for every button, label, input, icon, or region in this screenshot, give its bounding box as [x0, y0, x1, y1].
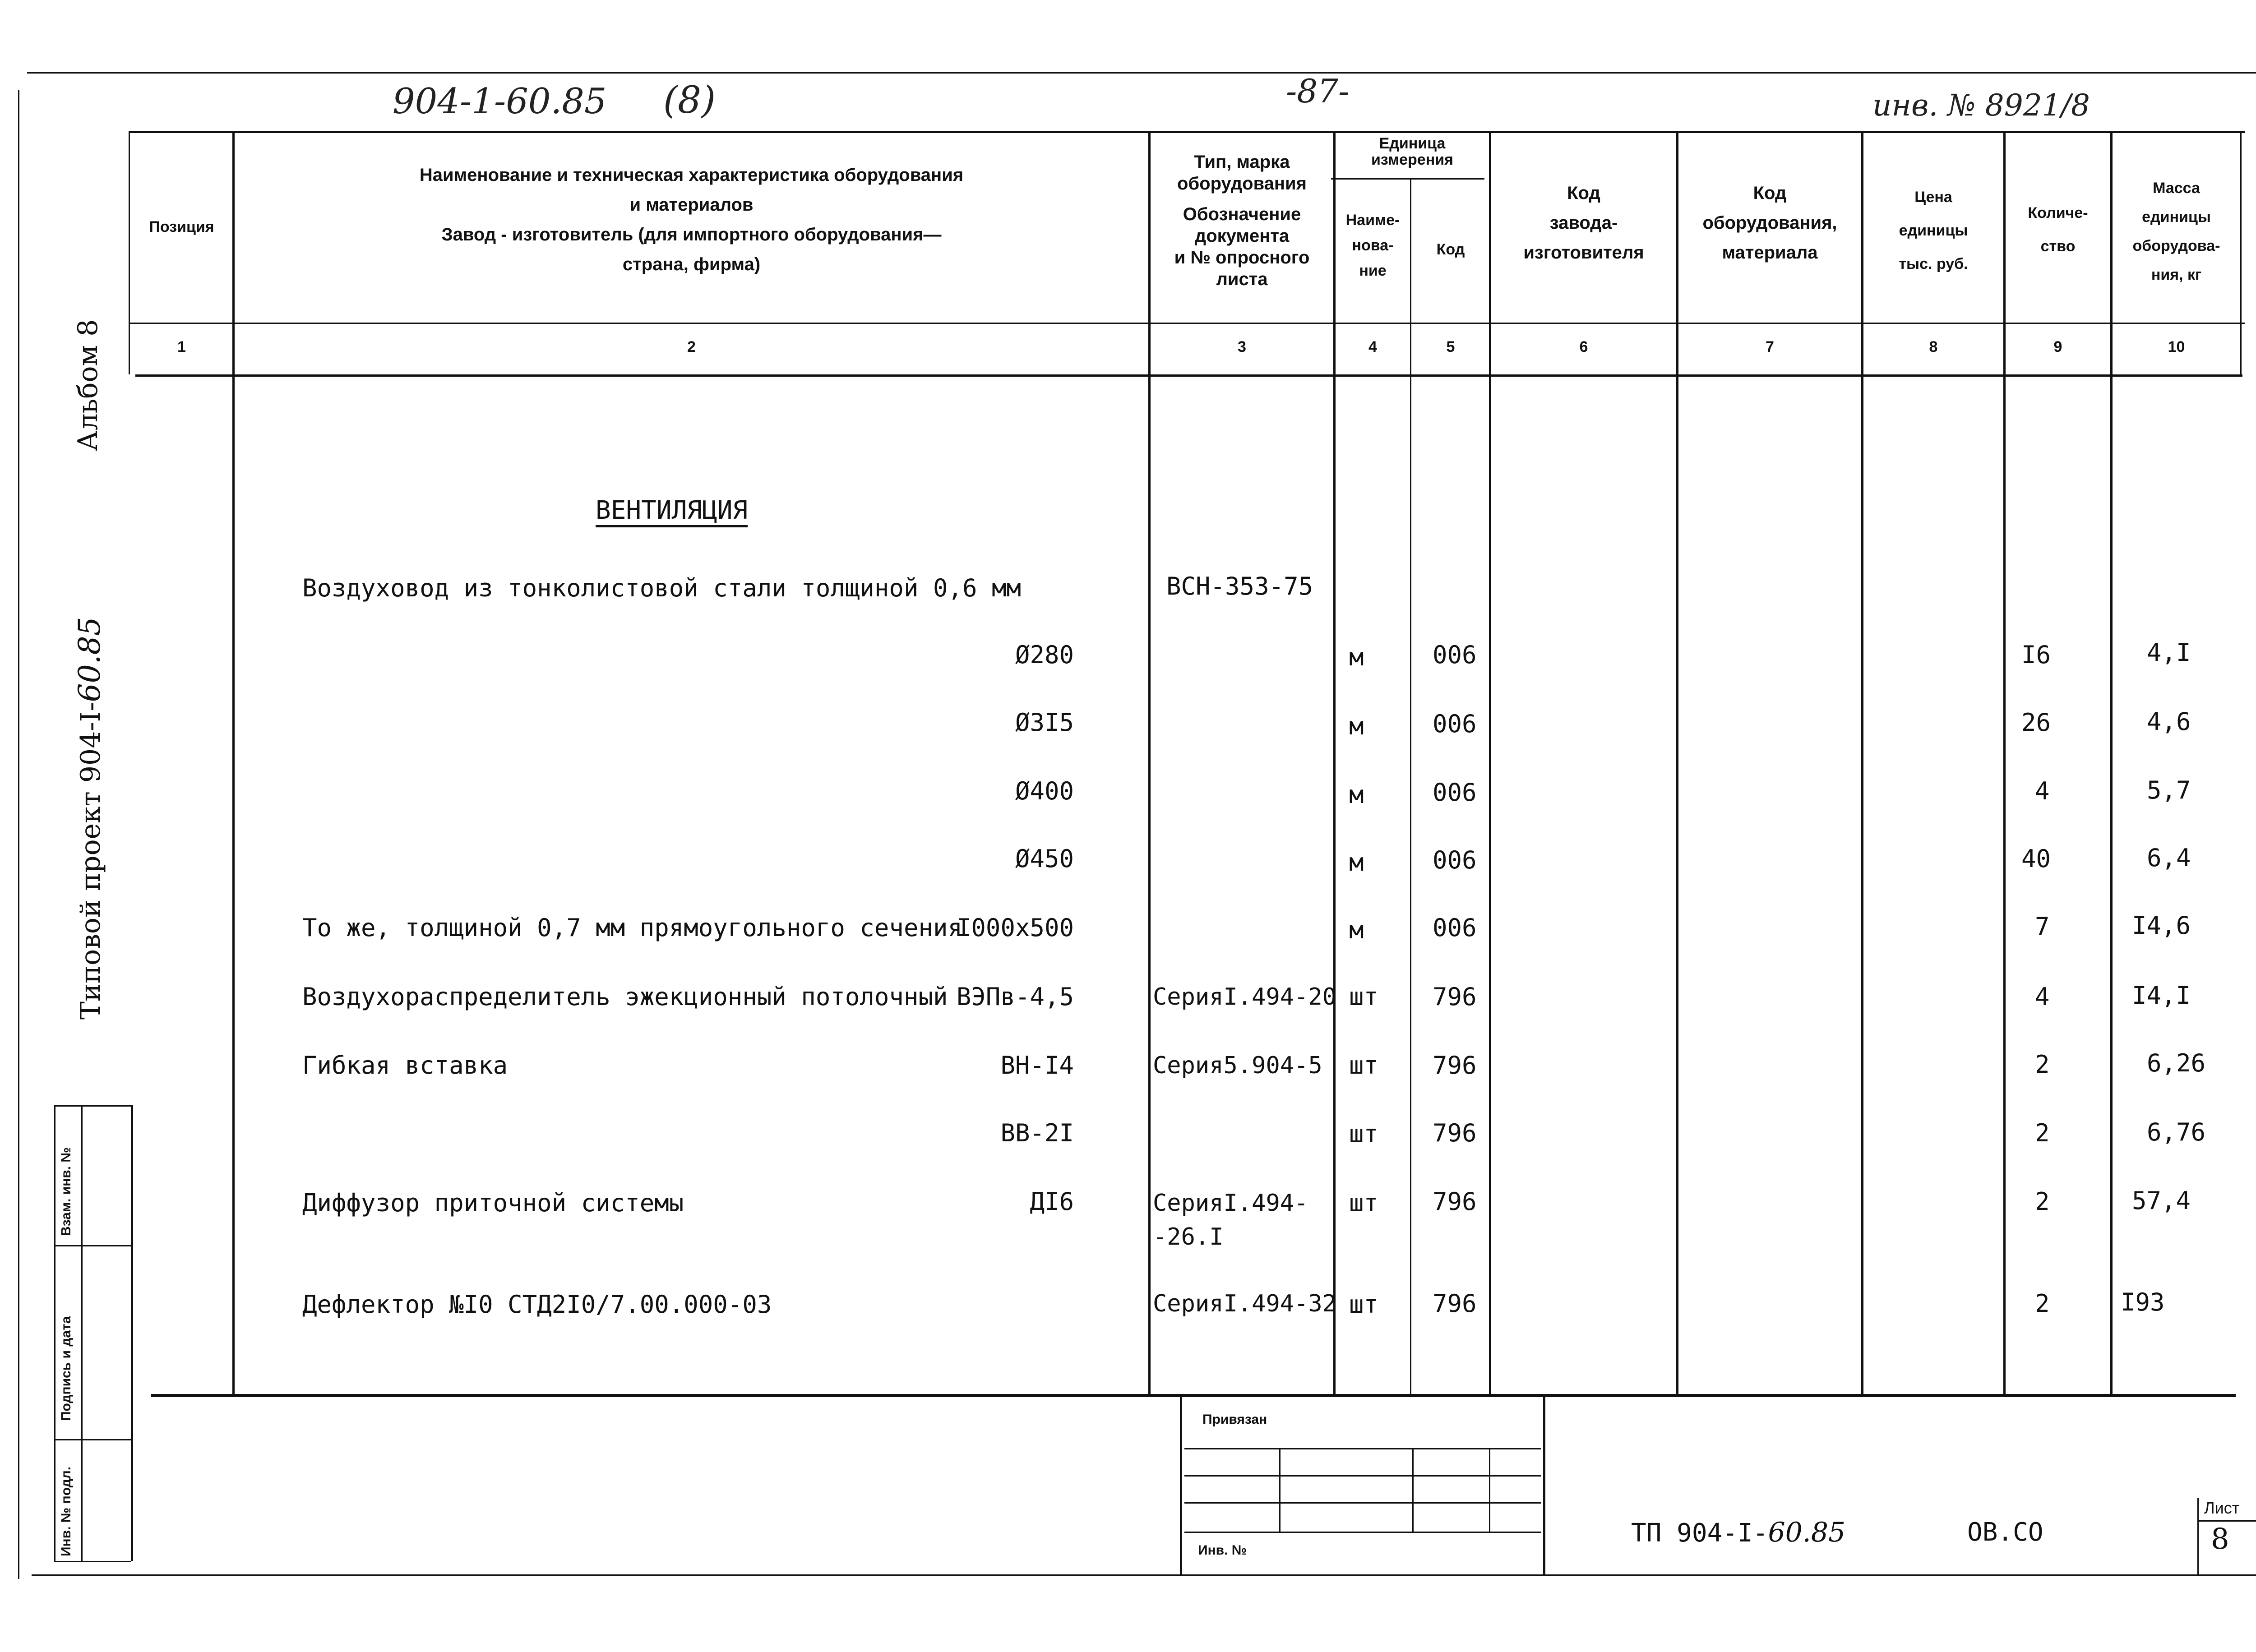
bottom-border	[32, 1574, 2256, 1576]
header-equipment-code-line2: оборудования,	[1702, 213, 1837, 233]
row-6-qty: 4	[2035, 983, 2050, 1011]
header-type	[1151, 151, 1333, 290]
row-10-qty: 2	[2035, 1289, 2050, 1318]
header-mass-line2: единицы	[2142, 208, 2211, 226]
top-border	[27, 72, 2256, 74]
header-price-line2: единицы	[1899, 222, 1968, 239]
row-6-unit: шт	[1349, 983, 1379, 1011]
header-unit-line2: измерения	[1371, 151, 1453, 168]
side-stamp-line-1	[54, 1105, 131, 1107]
header-equipment-code	[1678, 178, 1861, 268]
project-label-printed: Типовой проект 904-I-	[75, 702, 106, 1020]
row-6-code: 796	[1433, 983, 1477, 1011]
row-6-doc: СерияI.494-20	[1153, 983, 1336, 1011]
header-unit-code: Код	[1436, 241, 1465, 258]
side-stamp-line-4	[54, 1561, 131, 1562]
header-type-line2: оборудования	[1177, 174, 1307, 194]
header-quantity-line2: ство	[2040, 238, 2076, 255]
header-name-line1: Наименование и техническая характеристика оборудования	[419, 165, 964, 185]
row-6-mass: I4,I	[2132, 981, 2191, 1010]
row-3-code: 006	[1433, 778, 1477, 807]
col-line-0	[129, 131, 130, 374]
row-7-name: Гибкая вставка	[302, 1051, 508, 1080]
column-number-8: 8	[1929, 338, 1938, 355]
stamp-col-line-2	[1412, 1448, 1414, 1532]
header-type-line5: и № опросного	[1174, 248, 1310, 268]
title-block-top-line	[151, 1394, 2236, 1397]
row-9-qty: 2	[2035, 1187, 2050, 1216]
row-6-spec: ВЭПв-4,5	[956, 983, 1074, 1011]
row-4-qty: 40	[2021, 844, 2051, 873]
header-name-line2: и материалов	[629, 195, 754, 215]
bound-label: Привязан	[1202, 1412, 1267, 1427]
header-unit-line1: Единица	[1379, 135, 1446, 152]
side-stamp-line-2	[54, 1245, 131, 1246]
stamp-col-line-1	[1279, 1448, 1281, 1532]
row-10-code: 796	[1433, 1289, 1477, 1318]
row-9-spec: ДI6	[1030, 1187, 1074, 1216]
stamp-row-line-3	[1184, 1502, 1541, 1504]
row-4-unit: м	[1349, 848, 1364, 877]
row-1-spec: Ø280	[1015, 641, 1074, 669]
row-8-code: 796	[1433, 1119, 1477, 1147]
stamp-row-line-4	[1184, 1532, 1541, 1533]
row-5-qty: 7	[2035, 912, 2050, 941]
header-mass-line4: ния, кг	[2151, 266, 2202, 283]
row-7-mass: 6,26	[2147, 1049, 2206, 1077]
row-0-name: Воздуховод из тонколистовой стали толщиной 0,6 мм	[302, 574, 1022, 602]
handwritten-variant: (8)	[663, 79, 716, 122]
inventory-label: Инв. №	[1198, 1543, 1247, 1558]
project-label	[72, 617, 107, 1020]
header-bottom-line	[129, 323, 2245, 324]
row-5-code: 006	[1433, 914, 1477, 942]
stamp-row-line-1	[1184, 1448, 1541, 1449]
header-position: Позиция	[149, 218, 214, 235]
row-3-mass: 5,7	[2147, 776, 2191, 804]
header-equipment-code-line1: Код	[1753, 183, 1787, 203]
row-4-mass: 6,4	[2147, 844, 2191, 872]
column-number-10: 10	[2168, 338, 2185, 355]
column-number-1: 1	[177, 338, 186, 355]
row-7-qty: 2	[2035, 1050, 2050, 1079]
header-equipment-code-line3: материала	[1722, 243, 1818, 263]
col-line-2	[1148, 131, 1151, 1394]
header-type-line6: листа	[1216, 269, 1268, 289]
row-7-unit: шт	[1349, 1051, 1379, 1080]
col-line-6	[1676, 131, 1678, 1394]
table-top-line	[129, 131, 2245, 133]
sheet-box-left	[2197, 1498, 2199, 1574]
col-line-1	[232, 131, 235, 1394]
row-9-code: 796	[1433, 1187, 1477, 1216]
row-10-unit: шт	[1349, 1290, 1379, 1319]
col-line-3	[1333, 131, 1336, 1394]
row-5-unit: м	[1349, 916, 1364, 944]
row-9-mass: 57,4	[2132, 1186, 2191, 1215]
stamp-col-line-3	[1489, 1448, 1490, 1532]
album-label: Альбом 8	[72, 319, 104, 451]
row-0-doc: ВСН-353-75	[1166, 572, 1313, 600]
handwritten-inventory-number: инв. № 8921/8	[1872, 88, 2090, 123]
row-9-name: Диффузор приточной системы	[302, 1189, 684, 1217]
unit-split-line	[1331, 178, 1484, 180]
document-suffix: ОВ.СО	[1967, 1518, 2043, 1547]
row-2-unit: м	[1349, 712, 1364, 740]
header-mass	[2113, 174, 2240, 289]
col-line-9	[2110, 131, 2113, 1394]
header-price-line1: Цена	[1914, 189, 1952, 206]
row-2-qty: 26	[2021, 708, 2051, 737]
column-number-6: 6	[1579, 338, 1588, 355]
header-price	[1863, 180, 2003, 281]
row-2-code: 006	[1433, 710, 1477, 738]
side-stamp-original-inv: Инв. № подл.	[59, 1466, 74, 1556]
row-3-qty: 4	[2035, 777, 2050, 805]
row-5-mass: I4,6	[2132, 911, 2191, 940]
header-name-line4: страна, фирма)	[622, 254, 761, 274]
row-5-spec: I000x500	[956, 914, 1074, 942]
header-factory-code	[1491, 178, 1676, 268]
row-9-doc-line2: -26.I	[1153, 1223, 1224, 1251]
column-number-9: 9	[2053, 338, 2062, 355]
header-unit-name-line1: Наиме-	[1345, 212, 1400, 229]
col-line-5	[1489, 131, 1491, 1394]
document-code-prefix: ТП 904-I-	[1631, 1518, 1768, 1548]
column-number-3: 3	[1238, 338, 1246, 355]
header-mass-line1: Масса	[2153, 180, 2200, 197]
header-factory-code-line3: изготовителя	[1523, 243, 1644, 263]
row-1-qty: I6	[2021, 641, 2051, 669]
header-mass-line3: оборудова-	[2132, 237, 2220, 254]
column-number-7: 7	[1766, 338, 1774, 355]
side-stamp-replaced-inv: Взам. инв. №	[59, 1147, 74, 1236]
col-line-8	[2003, 131, 2006, 1394]
header-unit-name	[1336, 208, 1410, 283]
row-2-spec: Ø3I5	[1015, 708, 1074, 737]
row-8-qty: 2	[2035, 1119, 2050, 1147]
side-stamp-signature-date: Подпись и дата	[59, 1316, 74, 1421]
row-7-spec: ВН-I4	[1000, 1051, 1074, 1080]
header-unit-name-line3: ние	[1359, 262, 1387, 279]
column-number-4: 4	[1368, 338, 1377, 355]
header-name	[235, 160, 1148, 279]
title-block-left-line	[1180, 1394, 1182, 1574]
header-unit	[1336, 135, 1489, 168]
row-8-unit: шт	[1349, 1120, 1379, 1148]
row-3-unit: м	[1349, 780, 1364, 809]
sheet-number: 8	[2211, 1523, 2229, 1556]
title-block-right-line	[1543, 1394, 1545, 1574]
header-unit-name-line2: нова-	[1352, 237, 1394, 254]
row-3-spec: Ø400	[1015, 777, 1074, 805]
header-type-line3: Обозначение	[1183, 204, 1301, 224]
side-stamp-left	[54, 1105, 55, 1561]
project-label-handwritten: 60.85	[72, 617, 107, 702]
section-title: ВЕНТИЛЯЦИЯ	[596, 496, 748, 525]
header-factory-code-line1: Код	[1567, 183, 1600, 203]
row-2-mass: 4,6	[2147, 707, 2191, 736]
row-10-doc: СерияI.494-32	[1153, 1290, 1336, 1317]
row-9-unit: шт	[1349, 1189, 1379, 1217]
document-code	[1631, 1518, 1845, 1548]
row-7-doc: Серия5.904-5	[1153, 1052, 1322, 1079]
row-10-mass: I93	[2121, 1288, 2165, 1316]
row-1-code: 006	[1433, 641, 1477, 669]
side-stamp-mid	[81, 1105, 83, 1561]
row-9-doc: СерияI.494-	[1153, 1190, 1308, 1217]
row-8-spec: ВВ-2I	[1000, 1119, 1074, 1147]
row-8-mass: 6,76	[2147, 1118, 2206, 1146]
row-4-code: 006	[1433, 846, 1477, 874]
header-factory-code-line2: завода-	[1549, 213, 1618, 233]
document-code-handwritten: 60.85	[1768, 1517, 1846, 1548]
left-border	[18, 90, 19, 1579]
col-line-7	[1861, 131, 1863, 1394]
row-7-code: 796	[1433, 1051, 1477, 1080]
page-number: -87-	[1286, 72, 1350, 110]
sheet-label: Лист	[2204, 1499, 2240, 1517]
stamp-row-line-2	[1184, 1475, 1541, 1477]
header-quantity	[2006, 196, 2110, 263]
row-5-name: То же, толщиной 0,7 мм прямоугольного сечения	[302, 914, 962, 942]
row-10-name: Дефлектор №I0 СТД2I0/7.00.000-03	[302, 1290, 772, 1319]
row-1-unit: м	[1349, 643, 1364, 671]
column-number-bottom-line	[135, 374, 2242, 377]
col-line-10	[2240, 131, 2242, 374]
row-1-mass: 4,I	[2147, 638, 2191, 667]
row-4-spec: Ø450	[1015, 844, 1074, 873]
side-stamp-right	[131, 1105, 133, 1561]
column-number-2: 2	[687, 338, 696, 355]
col-line-4	[1410, 178, 1411, 1394]
side-stamp-line-3	[54, 1439, 131, 1440]
header-quantity-line1: Количе-	[2028, 204, 2088, 221]
header-price-line3: тыс. руб.	[1899, 255, 1968, 272]
column-number-5: 5	[1446, 338, 1455, 355]
handwritten-project-number: 904-1-60.85	[393, 81, 607, 122]
header-type-line1: Тип, марка	[1194, 152, 1290, 172]
row-6-name: Воздухораспределитель эжекционный потолочный	[302, 983, 948, 1011]
header-name-line3: Завод - изготовитель (для импортного оборудования—	[441, 225, 942, 245]
sheet-box-split	[2197, 1520, 2256, 1522]
header-type-line4: документа	[1194, 226, 1290, 246]
